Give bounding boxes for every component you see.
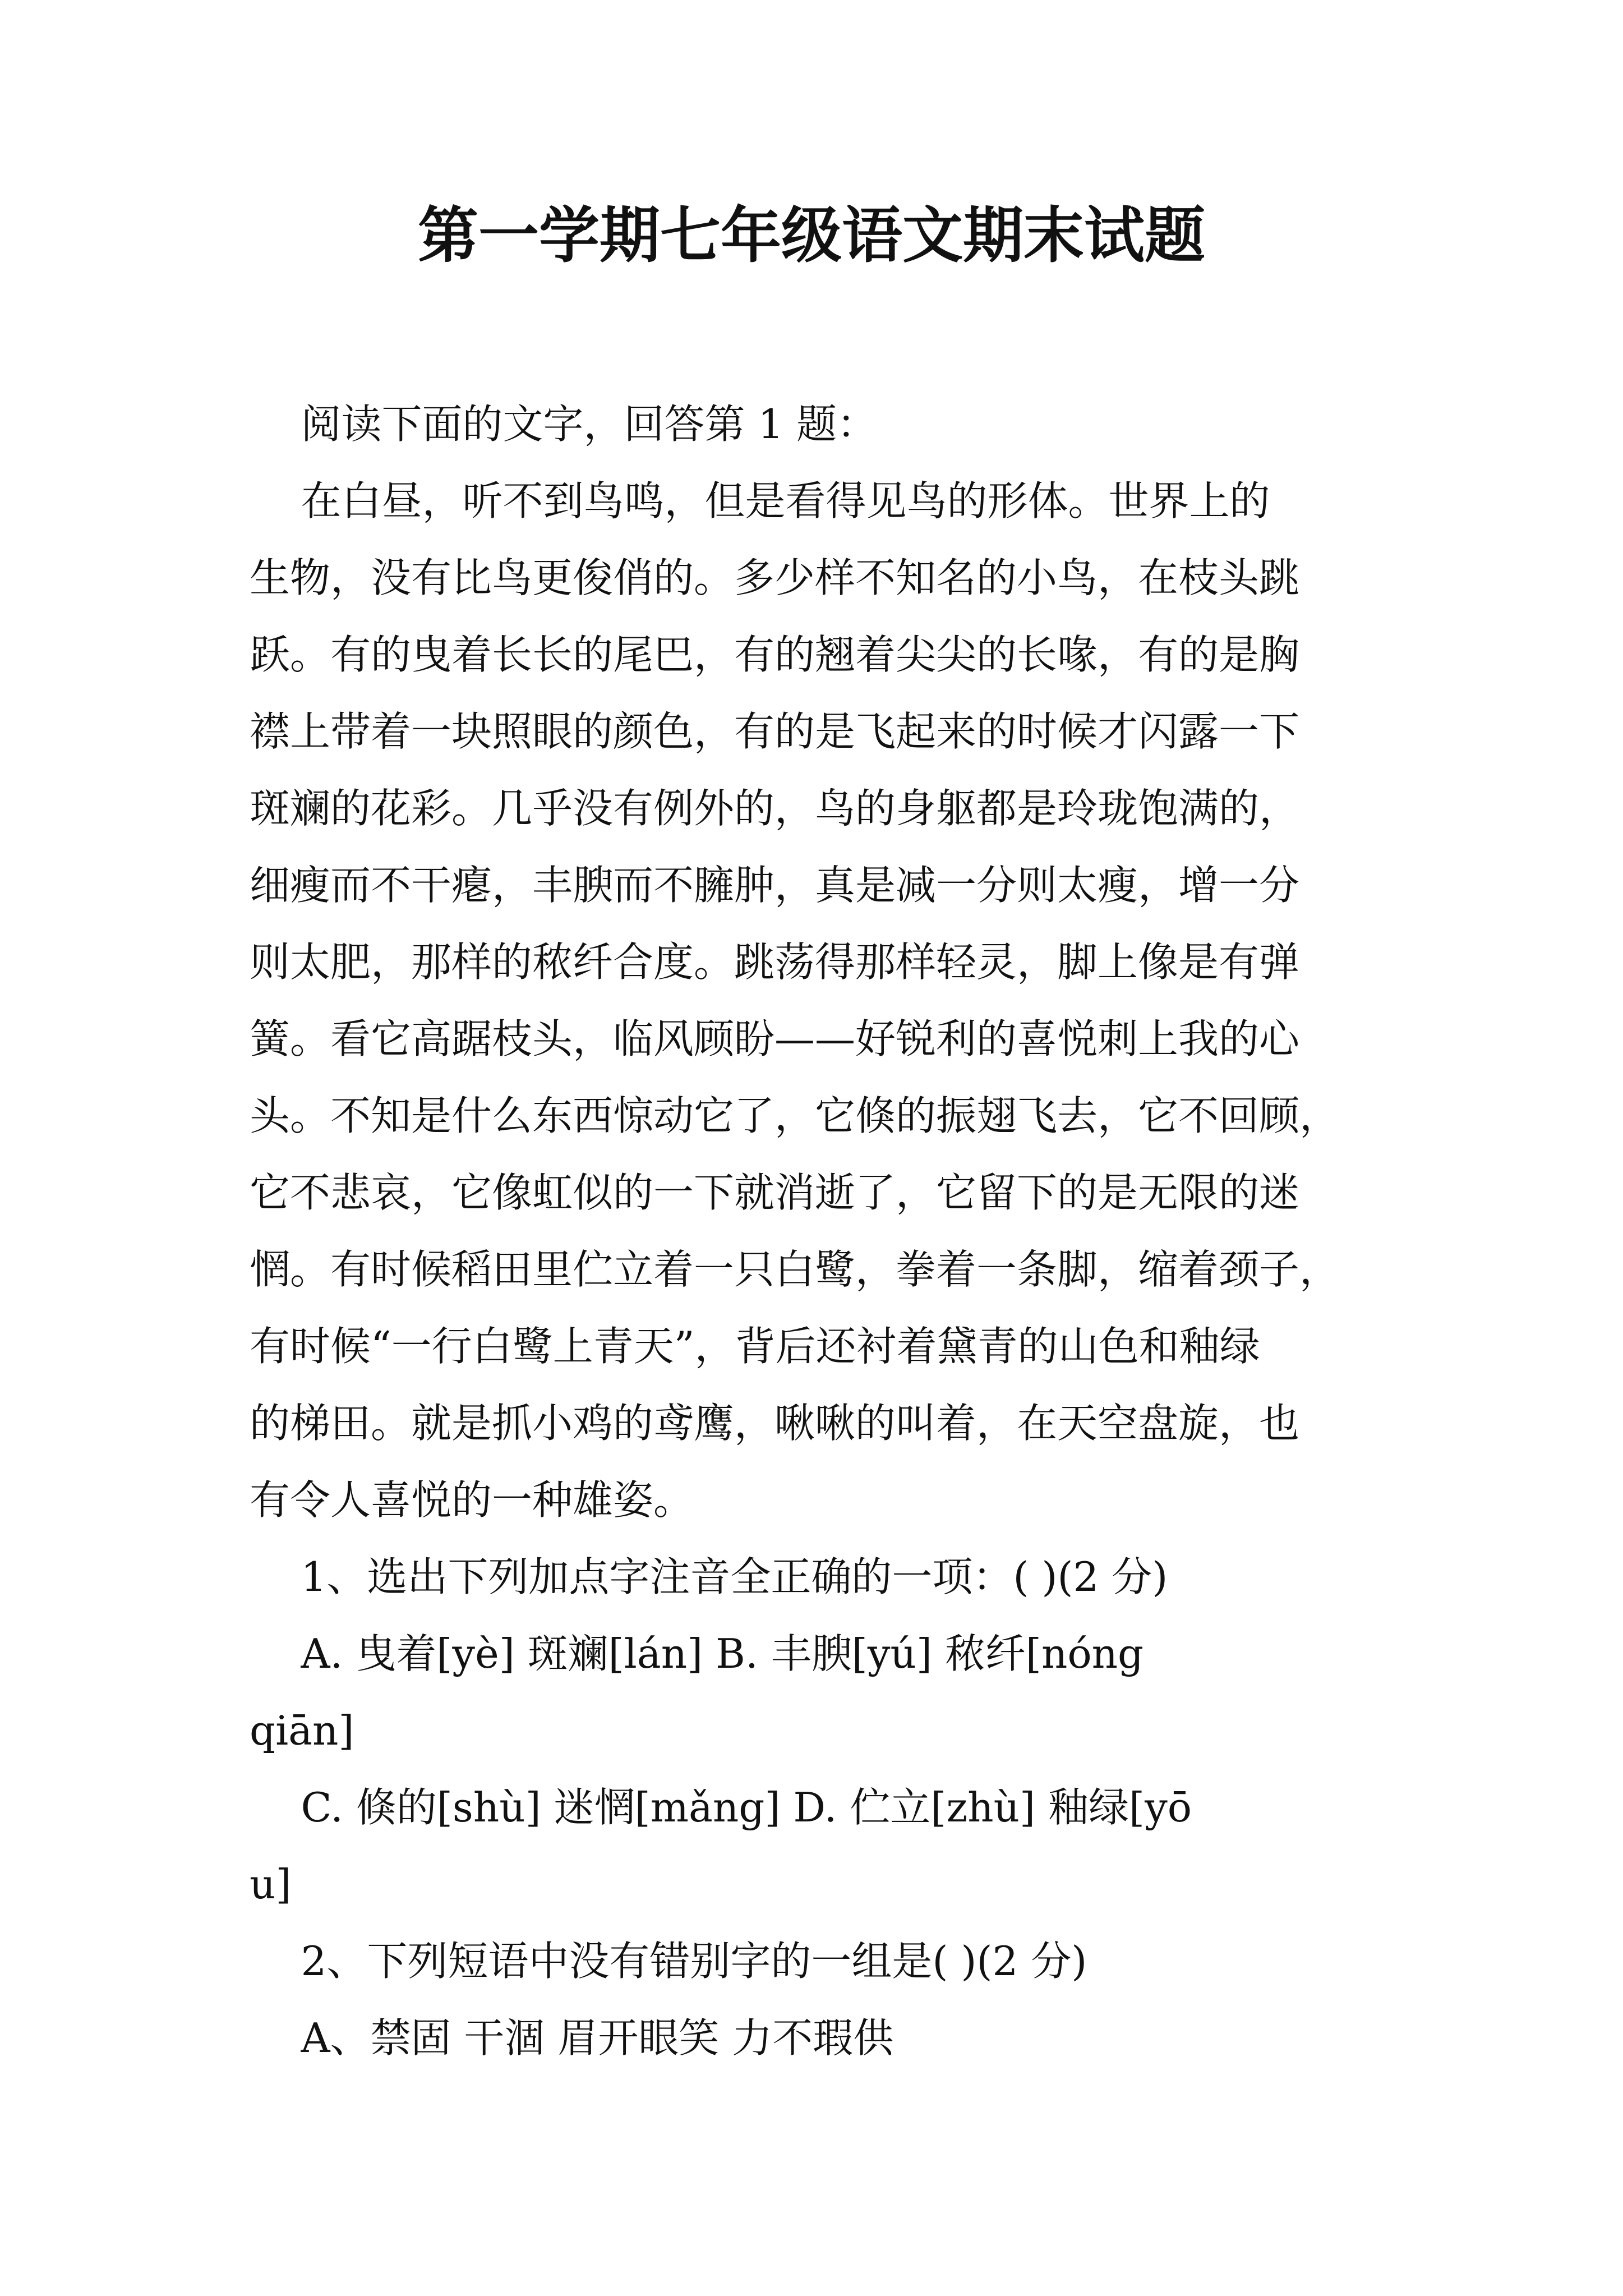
text-line: 它不悲哀，它像虹似的一下就消逝了，它留下的是无限的迷 xyxy=(250,1169,1300,1216)
question-1-options: A. 曳着[yè] 斑斓[lán] B. 丰腴[yú] 秾纤[nóng xyxy=(250,1630,1144,1677)
text-line: 细瘦而不干瘪，丰腴而不臃肿，真是减一分则太瘦，增一分 xyxy=(250,862,1300,909)
question-2-option-a: A、禁固 干涸 眉开眼笑 力不瑕供 xyxy=(250,2014,894,2062)
text-line: 斑斓的花彩。几乎没有例外的，鸟的身躯都是玲珑饱满的， xyxy=(250,785,1300,832)
question-2: 2、下列短语中没有错别字的一组是( )(2 分) xyxy=(250,1938,1087,1985)
question-1-options: C. 倏的[shù] 迷惘[mǎng] D. 伫立[zhù] 釉绿[yō xyxy=(250,1784,1192,1831)
text-line: 阅读下面的文字，回答第 1 题： xyxy=(250,401,878,448)
question-1-options: qiān] xyxy=(250,1707,354,1754)
question-1: 1、选出下列加点字注音全正确的一项：( )(2 分) xyxy=(250,1553,1168,1600)
text-line: 襟上带着一块照眼的颜色，有的是飞起来的时候才闪露一下 xyxy=(250,708,1300,755)
document-title: 第一学期七年级语文期末试题 xyxy=(417,200,1205,271)
text-line: 惘。有时候稻田里伫立着一只白鹭，拳着一条脚，缩着颈子， xyxy=(250,1246,1340,1293)
text-line: 则太肥，那样的秾纤合度。跳荡得那样轻灵，脚上像是有弹 xyxy=(250,938,1300,986)
text-line: 有时候“一行白鹭上青天”，背后还衬着黛青的山色和釉绿 xyxy=(250,1323,1260,1370)
text-line: 在白昼，听不到鸟鸣，但是看得见鸟的形体。世界上的 xyxy=(250,477,1270,524)
text-line: 有令人喜悦的一种雄姿。 xyxy=(250,1476,694,1524)
question-1-options: u] xyxy=(250,1861,292,1908)
text-line: 生物，没有比鸟更俊俏的。多少样不知名的小鸟，在枝头跳 xyxy=(250,554,1300,601)
text-line: 簧。看它高踞枝头，临风顾盼——好锐利的喜悦刺上我的心 xyxy=(250,1015,1300,1062)
text-line: 跃。有的曳着长长的尾巴，有的翘着尖尖的长喙，有的是胸 xyxy=(250,631,1300,678)
text-line: 头。不知是什么东西惊动它了，它倏的振翅飞去，它不回顾， xyxy=(250,1092,1340,1139)
text-line: 的梯田。就是抓小鸡的鸢鹰，啾啾的叫着，在天空盘旋，也 xyxy=(250,1400,1300,1447)
document-body xyxy=(250,386,1377,2077)
